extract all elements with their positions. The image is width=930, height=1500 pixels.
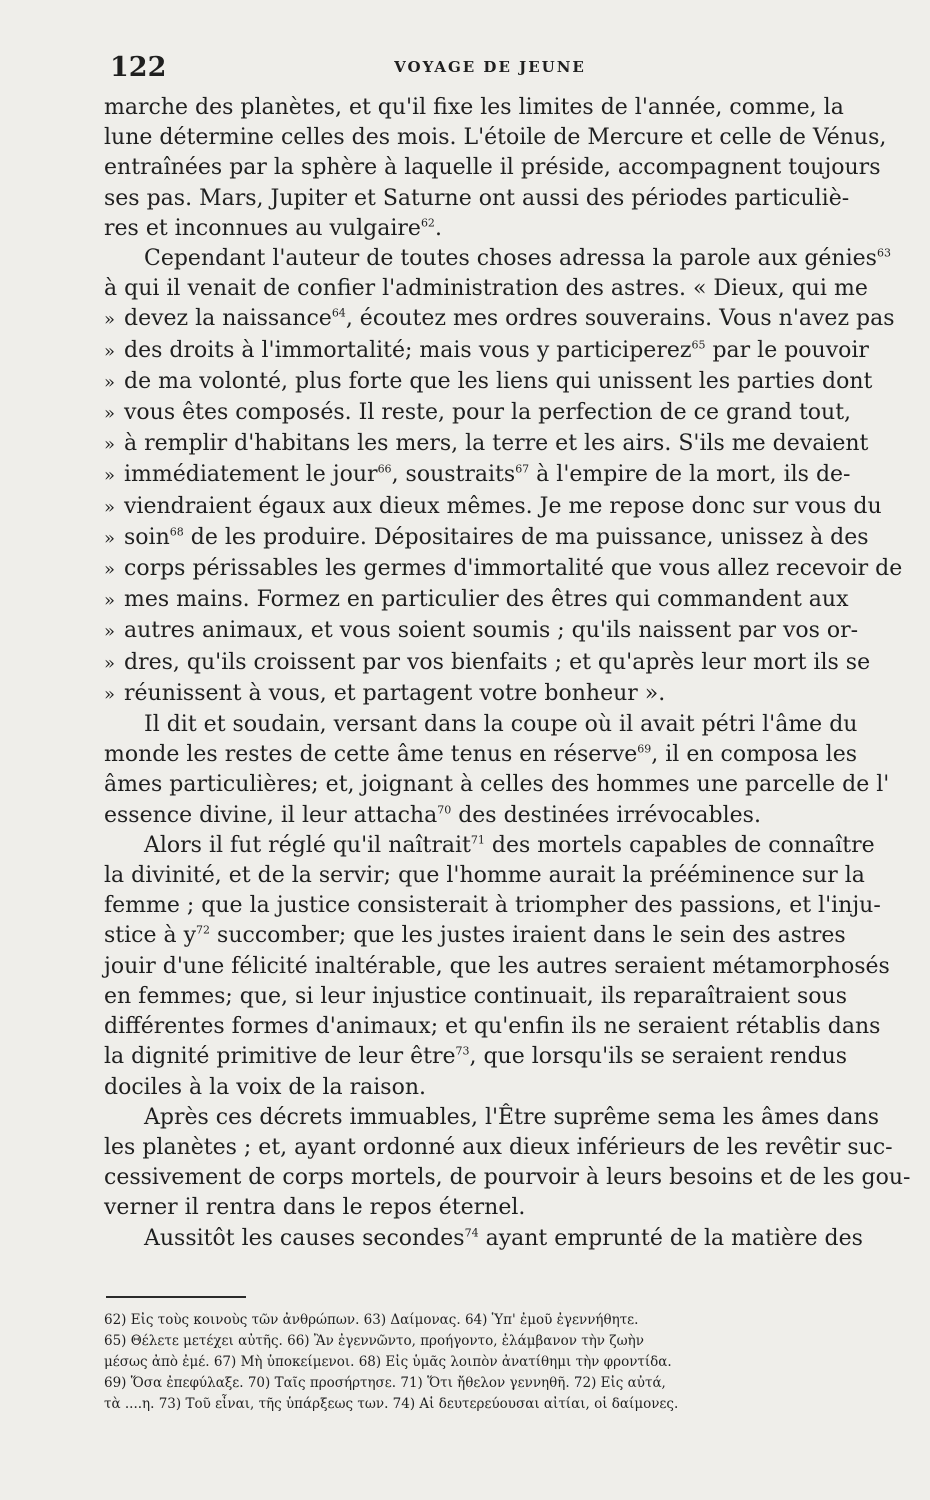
text-line: » des droits à l'immortalité; mais vous y participerez$^{65}$ par le pouvoir (104, 336, 872, 367)
running-head: VOYAGE DE JEUNE (394, 58, 586, 76)
footnote-ref: 64 (331, 307, 346, 321)
footnote-line: μέσως ἀπὸ ἐμέ. 67) Μὴ ὑποκείμενοι. 68) Εἰς ὑμᾶς λοιπὸν ἀνατίθημι τὴν φροντίδα. (104, 1354, 672, 1370)
paragraph (104, 1103, 911, 1224)
page-number: 122 (110, 52, 167, 83)
text-line: Aussitôt les causes secondes$^{74}$ ayant emprunté de la matière des (144, 1225, 863, 1251)
quote-mark: » (104, 434, 116, 456)
text-line: entraînées par la sphère à laquelle il préside, accompagnent toujours (104, 155, 881, 181)
text-line: les planètes ; et, ayant ordonné aux dieux inférieurs de les revêtir suc- (104, 1134, 893, 1160)
text-line: âmes particulières; et, joignant à celles des hommes une parcelle de l' (104, 772, 890, 798)
page-header (110, 52, 870, 82)
text-line: ses pas. Mars, Jupiter et Saturne ont aussi des périodes particuliè- (104, 185, 850, 211)
text-line: » immédiatement le jour$^{66}$, soustraits$^{67}$ à l'empire de la mort, ils de- (104, 460, 872, 491)
text-line: » réunissent à vous, et partagent votre bonheur ». (104, 679, 872, 710)
footnote-ref: 72 (196, 924, 211, 938)
text-line: stice à $y^{72}$ succomber; que les justes iraient dans le sein des astres (104, 923, 846, 949)
quote-mark: » (104, 621, 116, 643)
footnote-divider (106, 1296, 246, 1298)
text-line: femme ; que la justice consisterait à triompher des passions, et l'inju- (104, 893, 881, 919)
text-line: » viendraient égaux aux dieux mêmes. Je me repose donc sur vous du (104, 492, 872, 523)
paragraph (104, 710, 890, 831)
footnote-line: 65) Θέλετε μετέχει αὐτῆς. 66) Ἂν ἐγεννῶντο, προήγοντο, ἐλάμβανον τὴν ζωὴν (104, 1333, 644, 1349)
text-line: dociles à la voix de la raison. (104, 1074, 426, 1100)
text-line: différentes formes d'animaux; et qu'enfin ils ne seraient rétablis dans (104, 1014, 881, 1040)
text-line: Alors il fut réglé qu'il naîtrait$^{71}$ des mortels capables de connaître (144, 832, 875, 858)
quote-mark: » (104, 590, 116, 612)
text-line: res et inconnues au vulgaire$^{62}$. (104, 215, 442, 241)
text-line: lune détermine celles des mois. L'étoile de Mercure et celle de Vénus, (104, 125, 887, 151)
text-line: monde les restes de cette âme tenus en réserve$^{69}$, il en composa les (104, 742, 858, 768)
footnote-ref: 71 (470, 833, 485, 847)
text-line: » devez la naissance$^{64}$, écoutez mes ordres souverains. Vous n'avez pas (104, 304, 872, 335)
footnote-ref: 66 (377, 463, 392, 477)
text-line: la divinité, et de la servir; que l'homme aurait la prééminence sur la (104, 863, 865, 889)
footnote-ref: 69 (637, 742, 652, 756)
footnote-ref: 65 (691, 338, 706, 352)
footnote-line: 69) Ὅσα ἐπεφύλαξε. 70) Ταῖς προσήρτησε. 71) Ὅτι ἤθελον γεννηθῆ. 72) Εἰς αὐτά, (104, 1375, 666, 1391)
paragraph (104, 244, 903, 710)
quote-mark: » (104, 309, 116, 331)
text-line: Cependant l'auteur de toutes choses adressa la parole aux génies$^{63}$ (144, 246, 891, 272)
paragraph (104, 93, 887, 244)
main-text (104, 93, 911, 1254)
text-line: » mes mains. Formez en particulier des êtres qui commandent aux (104, 585, 872, 616)
quote-mark: » (104, 652, 116, 674)
text-line: cessivement de corps mortels, de pourvoir à leurs besoins et de les gou- (104, 1165, 911, 1191)
text-line: » corps périssables les germes d'immortalité que vous allez recevoir de (104, 554, 872, 585)
text-line: marche des planètes, et qu'il fixe les limites de l'année, comme, la (104, 95, 844, 120)
text-line: verner il rentra dans le repos éternel. (104, 1195, 526, 1221)
footnote-ref: 73 (455, 1044, 470, 1058)
text-line: » autres animaux, et vous soient soumis ; qu'ils naissent par vos or- (104, 616, 872, 647)
footnote-ref: 68 (169, 525, 184, 539)
footnote-line: 62) Εἰς τοὺς κοινοὺς τῶν ἀνθρώπων. 63) Δαίμονας. 64) Ὑπ' ἐμοῦ ἐγεννήθητε. (104, 1312, 639, 1328)
text-line: en femmes; que, si leur injustice continuait, ils reparaîtraient sous (104, 983, 848, 1009)
paragraph (104, 831, 890, 1103)
quote-mark: » (104, 403, 116, 425)
text-line: » soin$^{68}$ de les produire. Dépositaires de ma puissance, unissez à des (104, 523, 872, 554)
quote-mark: » (104, 527, 116, 549)
text-line: Après ces décrets immuables, l'Être suprême sema les âmes dans (144, 1104, 879, 1130)
text-line: » à remplir d'habitans les mers, la terre et les airs. S'ils me devaient (104, 429, 872, 460)
quote-mark: » (104, 465, 116, 487)
footnote-ref: 63 (876, 246, 891, 260)
paragraph (104, 1224, 872, 1254)
quote-mark: » (104, 559, 116, 581)
text-line: » vous êtes composés. Il reste, pour la perfection de ce grand tout, (104, 398, 872, 429)
footnotes (104, 1310, 876, 1415)
text-line: essence divine, il leur attacha$^{70}$ des destinées irrévocables. (104, 802, 761, 828)
footnote-ref: 62 (420, 216, 435, 230)
text-line: » de ma volonté, plus forte que les liens qui unissent les parties dont (104, 367, 872, 398)
text-line: Il dit et soudain, versant dans la coupe où il avait pétri l'âme du (144, 712, 858, 738)
footnote-line: τὰ ....η. 73) Τοῦ εἶναι, τῆς ὑπάρξεως των. 74) Αἱ δευτερεύουσαι αἰτίαι, οἱ δαίμονες. (104, 1396, 679, 1412)
text-line: » dres, qu'ils croissent par vos bienfaits ; et qu'après leur mort ils se (104, 648, 872, 679)
quote-mark: » (104, 683, 116, 705)
quote-mark: » (104, 496, 116, 518)
footnote-ref: 74 (464, 1226, 479, 1240)
text-line: à qui il venait de confier l'administration des astres. « Dieux, qui me (104, 276, 868, 302)
footnote-ref: 67 (515, 463, 530, 477)
quote-mark: » (104, 371, 116, 393)
text-line: jouir d'une félicité inaltérable, que les autres seraient métamorphosés (104, 953, 890, 979)
footnote-ref: 70 (437, 803, 452, 817)
text-line: la dignité primitive de leur être$^{73}$, que lorsqu'ils se seraient rendus (104, 1044, 848, 1070)
quote-mark: » (104, 340, 116, 362)
